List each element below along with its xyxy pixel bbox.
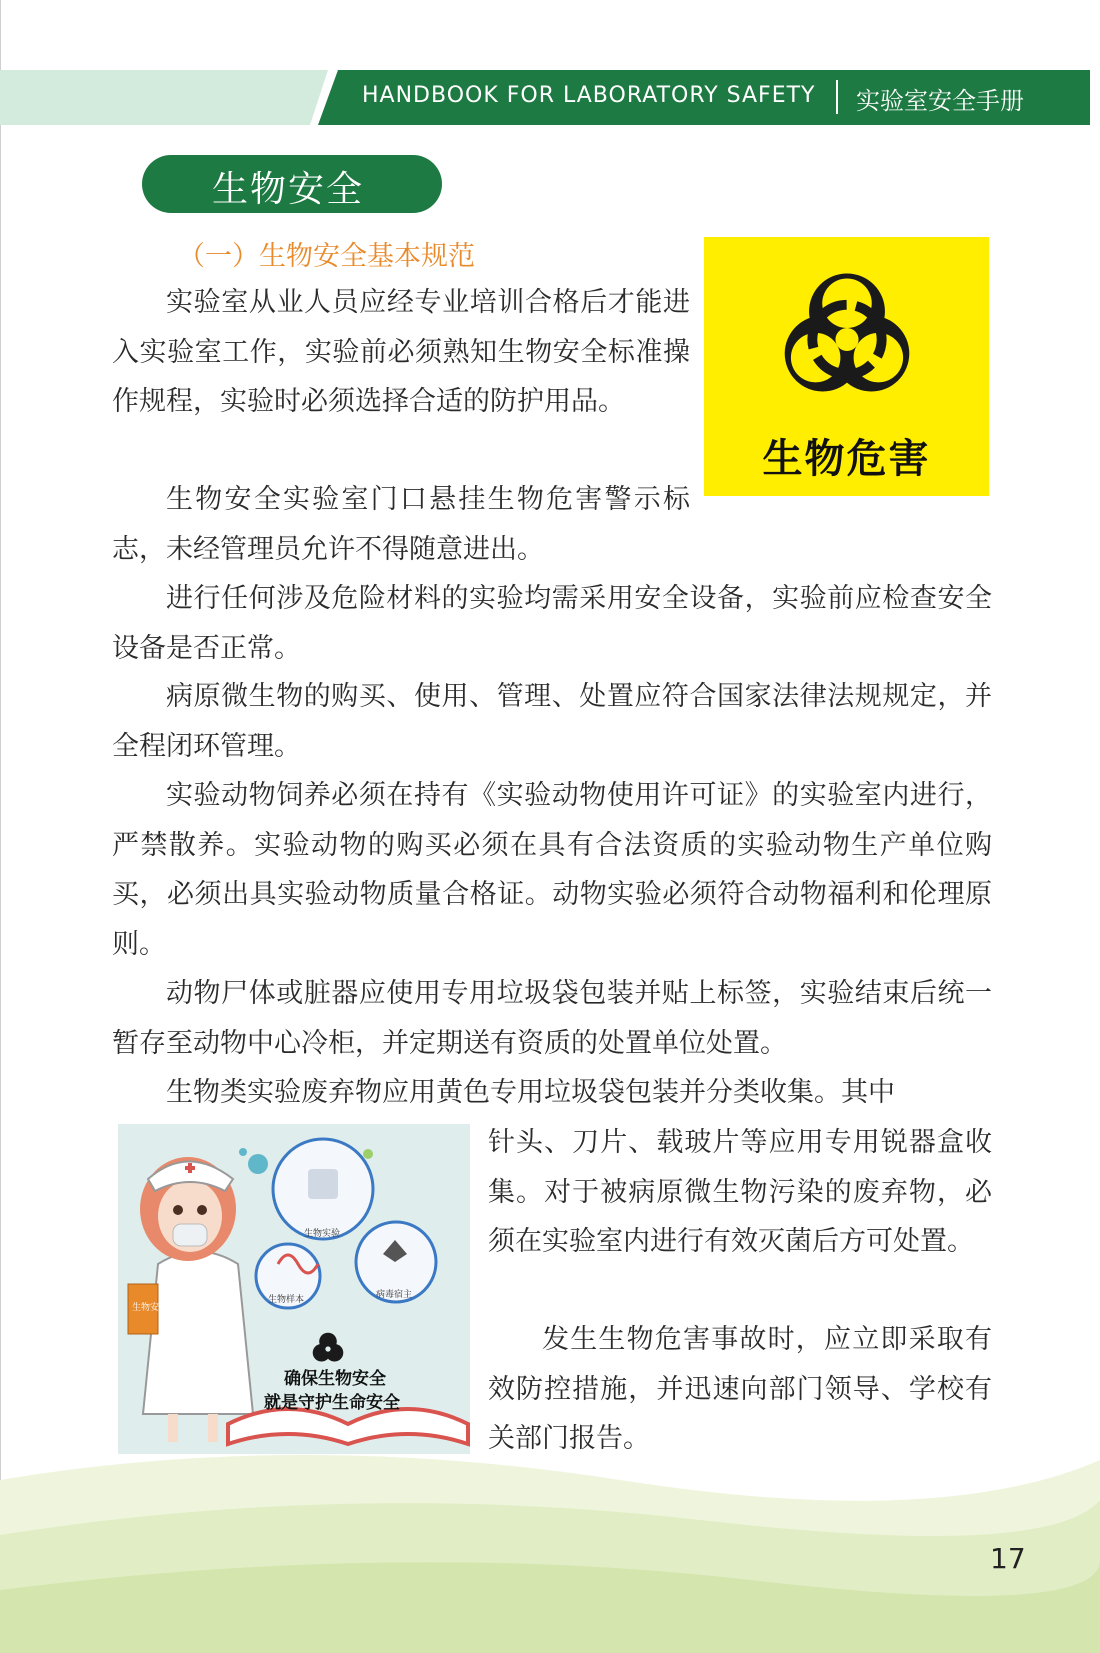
page-edge-rule: [0, 0, 1, 1653]
paragraph-animal-disposal: 动物尸体或脏器应使用专用垃圾袋包装并贴上标签，实验结束后统一暂存至动物中心冷柜，并定期送有资质的处置单位处置。: [112, 978, 992, 1059]
paragraph-waste-intro: 生物类实验废弃物应用黄色专用垃圾袋包装并分类收集。其中: [166, 1077, 895, 1108]
paragraph-safety-equipment: 进行任何涉及危险材料的实验均需采用安全设备，实验前应检查安全设备是否正常。: [112, 583, 992, 664]
section-title-pill: [142, 155, 442, 213]
paragraph-warning-sign: 生物安全实验室门口悬挂生物危害警示标志，未经管理员允许不得随意进出。: [112, 484, 690, 565]
page-number: 17: [990, 1542, 1026, 1575]
illustration-bubble-lab: 生物实验: [304, 1229, 341, 1239]
paragraph-training: 实验室从业人员应经专业培训合格后才能进入实验室工作，实验前必须熟知生物安全标准操作规程，实验时必须选择合适的防护用品。: [112, 287, 690, 417]
page-header: [0, 70, 1100, 125]
header-title-cn: 实验室安全手册: [856, 87, 1024, 115]
biohazard-sign: [704, 237, 989, 496]
paragraph-lab-animals: 实验动物饲养必须在持有《实验动物使用许可证》的实验室内进行，严禁散养。实验动物的购买必须在具有合法资质的实验动物生产单位购买，必须出具实验动物质量合格证。动物实验必须符合动物福利和伦理原则。: [112, 780, 992, 960]
biohazard-icon: [762, 257, 932, 422]
paragraph-waste-sharps: 针头、刀片、载玻片等应用专用锐器盒收集。对于被病原微生物污染的废弃物，必须在实验室内进行有效灭菌后方可处置。: [488, 1127, 992, 1257]
illustration-bubble-host: 病毒宿主: [376, 1290, 413, 1300]
section-title: 生物安全: [212, 169, 365, 210]
paragraph-accident-report: 发生生物危害事故时，应立即采取有效防控措施，并迅速向部门领导、学校有关部门报告。: [488, 1324, 992, 1454]
illustration-bubble-sample: 生物样本: [268, 1295, 305, 1305]
biosafety-illustration: [118, 1124, 470, 1454]
footer-wave-decoration: [0, 1440, 1100, 1653]
header-separator: [836, 80, 838, 114]
illustration-slogan-line1: 确保生物安全: [284, 1369, 386, 1389]
header-title-en: HANDBOOK FOR LABORATORY SAFETY: [362, 83, 816, 108]
illustration-slogan-line2: 就是守护生命安全: [264, 1393, 400, 1413]
illustration-book-label: 生物安全: [132, 1303, 169, 1313]
biohazard-sign-label: 生物危害: [762, 436, 931, 482]
section-subtitle: （一）生物安全基本规范: [178, 241, 475, 272]
paragraph-pathogen-management: 病原微生物的购买、使用、管理、处置应符合国家法律法规规定，并全程闭环管理。: [112, 681, 992, 762]
